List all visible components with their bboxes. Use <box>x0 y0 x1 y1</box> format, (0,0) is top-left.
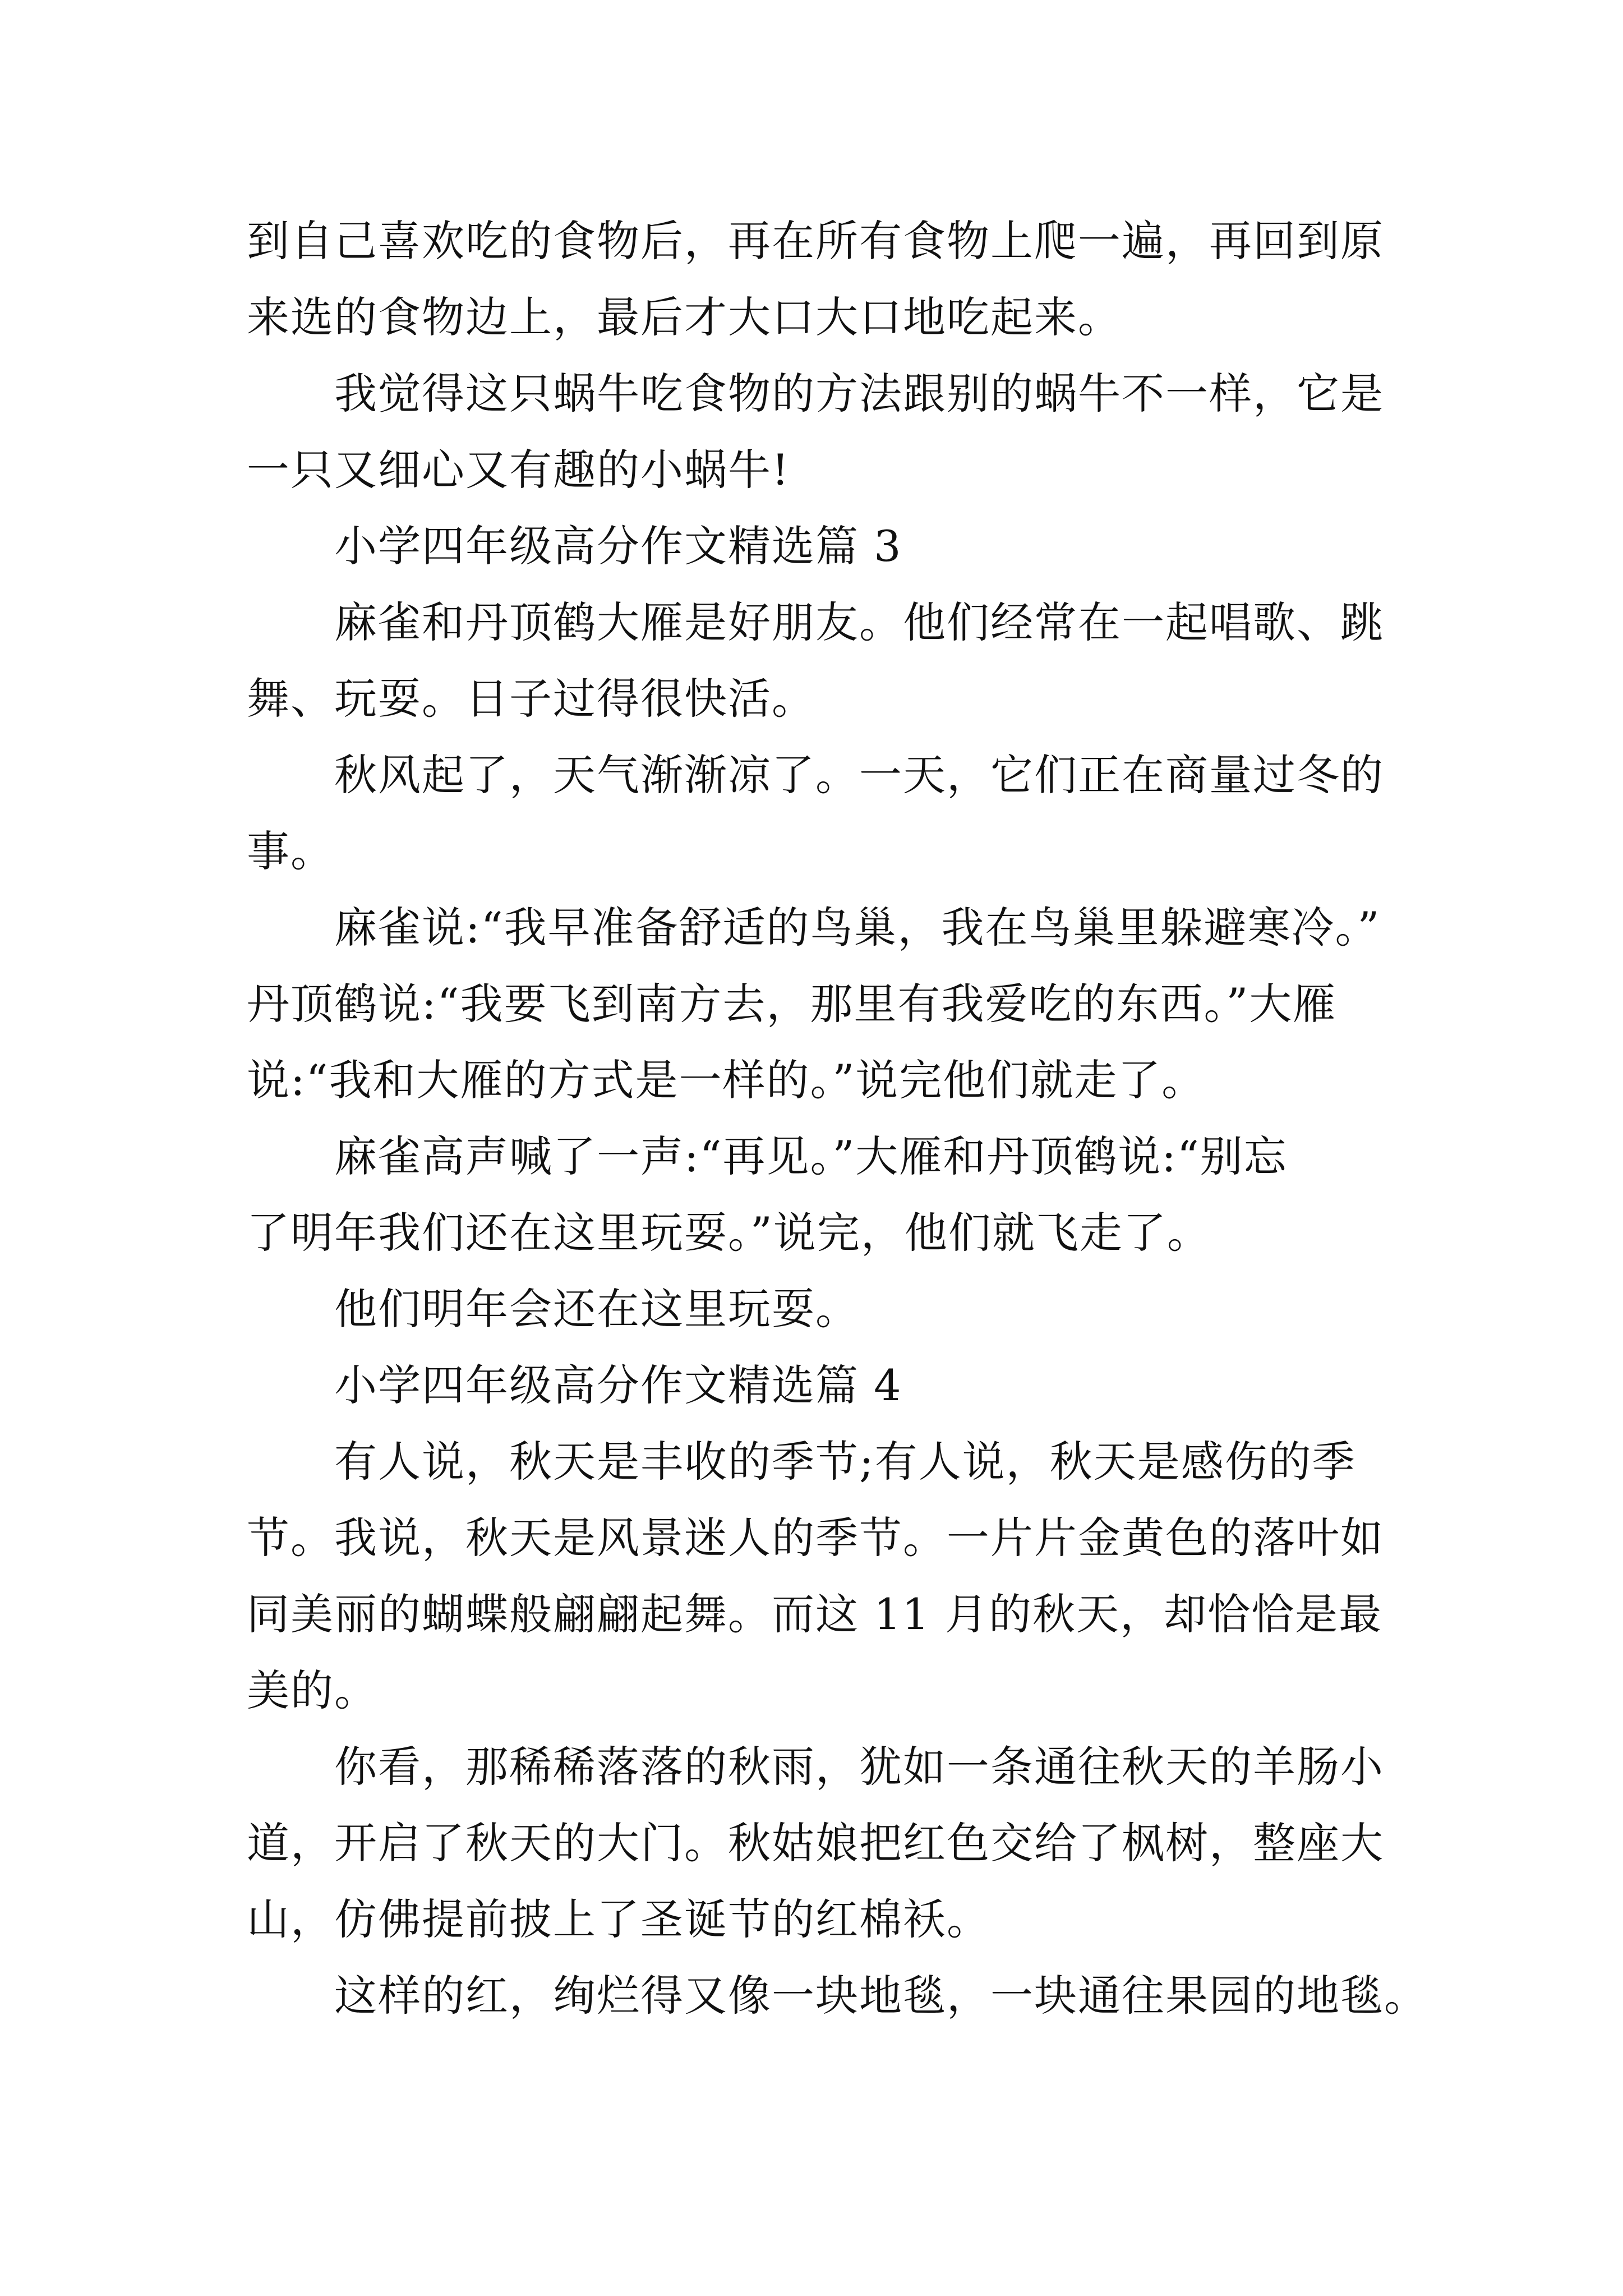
section-heading: 小学四年级高分作文精选篇 4 <box>334 1360 902 1410</box>
paragraph-start-line: 秋风起了，天气渐渐凉了。一天，它们正在商量过冬的 <box>334 750 1384 800</box>
paragraph-start-line: 我觉得这只蜗牛吃食物的方法跟别的蜗牛不一样，它是 <box>334 369 1384 418</box>
text-line: 舞、玩耍。日子过得很快活。 <box>247 674 815 724</box>
section-heading: 小学四年级高分作文精选篇 3 <box>334 521 902 571</box>
text-line: 丹顶鹤说:“我要飞到南方去，那里有我爱吃的东西。”大雁 <box>247 979 1337 1029</box>
paragraph-start-line: 这样的红，绚烂得又像一块地毯，一块通往果园的地毯。 <box>334 1971 1428 2021</box>
text-line: 同美丽的蝴蝶般翩翩起舞。而这 11 月的秋天，却恰恰是最 <box>247 1589 1383 1639</box>
paragraph-start-line: 麻雀和丹顶鹤大雁是好朋友。他们经常在一起唱歌、跳 <box>334 597 1384 647</box>
text-line: 节。我说，秋天是风景迷人的季节。一片片金黄色的落叶如 <box>247 1513 1384 1563</box>
paragraph-start-line: 有人说，秋天是丰收的季节;有人说，秋天是感伤的季 <box>334 1437 1356 1487</box>
paragraph-start-line: 麻雀高声喊了一声:“再见。”大雁和丹顶鹤说:“别忘 <box>334 1131 1288 1181</box>
text-line: 了明年我们还在这里玩耍。”说完，他们就飞走了。 <box>247 1208 1211 1258</box>
text-line: 来选的食物边上，最后才大口大口地吃起来。 <box>247 292 1122 342</box>
text-line: 美的。 <box>247 1665 378 1715</box>
text-line: 山，仿佛提前披上了圣诞节的红棉袄。 <box>247 1894 990 1944</box>
paragraph-start-line: 你看，那稀稀落落的秋雨，犹如一条通往秋天的羊肠小 <box>334 1742 1384 1792</box>
paragraph-start-line: 他们明年会还在这里玩耍。 <box>334 1284 859 1334</box>
text-line: 说:“我和大雁的方式是一样的。”说完他们就走了。 <box>247 1055 1206 1105</box>
text-line: 一只又细心又有趣的小蜗牛! <box>247 445 790 495</box>
text-line: 道，开启了秋天的大门。秋姑娘把红色交给了枫树，整座大 <box>247 1818 1384 1868</box>
text-line: 到自己喜欢吃的食物后，再在所有食物上爬一遍，再回到原 <box>247 216 1384 266</box>
document-body <box>247 203 1428 2034</box>
text-line: 事。 <box>247 826 334 876</box>
paragraph-start-line: 麻雀说:“我早准备舒适的鸟巢，我在鸟巢里躲避寒冷。” <box>334 903 1381 953</box>
